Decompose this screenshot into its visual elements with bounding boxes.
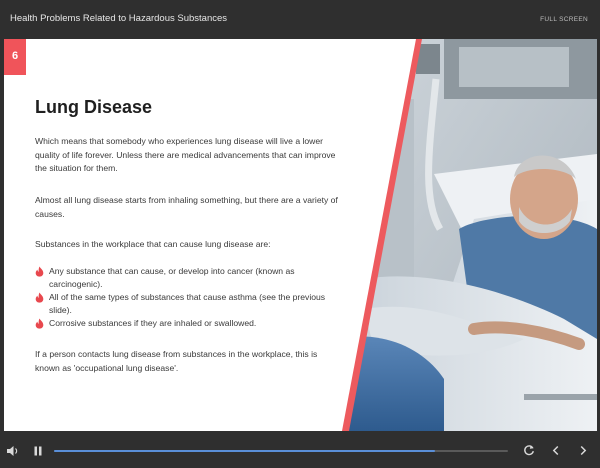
list-item (35, 317, 340, 330)
chevron-right-icon[interactable] (578, 445, 588, 456)
list-item-text: Any substance that can cause, or develop into cancer (known as carcinogenic). (49, 266, 295, 289)
slide-number-badge (4, 39, 26, 75)
slide (4, 39, 597, 431)
list-item-text: Corrosive substances if they are inhaled or swallowed. (49, 318, 257, 329)
paragraph-intro: Which means that somebody who experiences lung disease will live a lower quality of life forever. Unless there are medical advancements that can improve the situation for them. (35, 136, 336, 174)
flame-icon (35, 292, 44, 303)
progress-bar[interactable] (54, 450, 508, 452)
course-title: Health Problems Related to Hazardous Substances (10, 13, 228, 24)
chevron-left-icon[interactable] (551, 445, 561, 456)
flame-icon (35, 318, 44, 329)
paragraph-substances: Substances in the workplace that can cause lung disease are: (35, 239, 271, 249)
progress-fill (54, 450, 435, 452)
list-item (35, 265, 340, 290)
list-item (35, 291, 340, 316)
slide-title: Lung Disease (35, 97, 153, 117)
fullscreen-button[interactable]: FULL SCREEN (540, 16, 588, 23)
paragraph-causes: Almost all lung disease starts from inhaling something, but there are a variety of causes. (35, 195, 338, 219)
pause-icon[interactable] (34, 446, 42, 456)
player-header (0, 0, 600, 38)
volume-icon[interactable] (6, 445, 20, 457)
substance-list (35, 265, 340, 331)
player-controls (0, 431, 600, 468)
replay-icon[interactable] (523, 444, 535, 456)
list-item-text: All of the same types of substances that cause asthma (see the previous slide). (49, 292, 326, 315)
slide-number: 6 (11, 50, 19, 62)
paragraph-occupational: If a person contacts lung disease from substances in the workplace, this is known as 'occupational lung disease'. (35, 349, 318, 373)
flame-icon (35, 266, 44, 277)
